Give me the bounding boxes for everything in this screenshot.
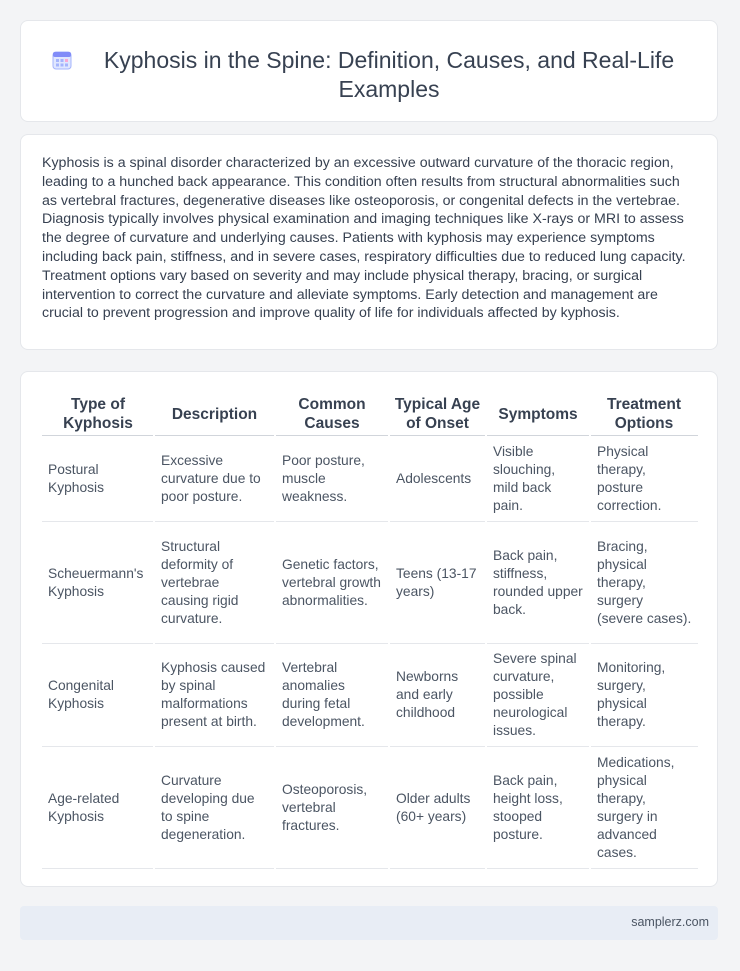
- cell-age-onset: Adolescents: [389, 436, 486, 522]
- header-age-onset: Typical Age of Onset: [389, 393, 486, 436]
- cell-age-onset: Teens (13-17 years): [389, 522, 486, 644]
- cell-treatment: Physical therapy, posture correction.: [590, 436, 698, 522]
- kyphosis-table: [42, 393, 698, 869]
- cell-causes: Vertebral anomalies during fetal development.: [275, 644, 389, 747]
- description-card: [20, 134, 718, 350]
- cell-causes: Poor posture, muscle weakness.: [275, 436, 389, 522]
- cell-type: Congenital Kyphosis: [42, 644, 154, 747]
- header-treatment: Treatment Options: [590, 393, 698, 436]
- cell-symptoms: Visible slouching, mild back pain.: [486, 436, 590, 522]
- cell-symptoms: Back pain, height loss, stooped posture.: [486, 747, 590, 869]
- header-symptoms: Symptoms: [486, 393, 590, 436]
- cell-causes: Genetic factors, vertebral growth abnormalities.: [275, 522, 389, 644]
- cell-description: Structural deformity of vertebrae causing rigid curvature.: [154, 522, 275, 644]
- cell-treatment: Medications, physical therapy, surgery in advanced cases.: [590, 747, 698, 869]
- footer: [20, 906, 718, 940]
- table-header-row: [42, 393, 698, 436]
- cell-causes: Osteoporosis, vertebral fractures.: [275, 747, 389, 869]
- header-type: Type of Kyphosis: [42, 393, 154, 436]
- footer-site-link[interactable]: samplerz.com: [631, 915, 709, 929]
- table-row: [42, 747, 698, 869]
- header-description: Description: [154, 393, 275, 436]
- cell-symptoms: Back pain, stiffness, rounded upper back.: [486, 522, 590, 644]
- table-card: [20, 371, 718, 887]
- title-card: [20, 20, 718, 122]
- cell-age-onset: Older adults (60+ years): [389, 747, 486, 869]
- cell-type: Age-related Kyphosis: [42, 747, 154, 869]
- cell-description: Curvature developing due to spine degeneration.: [154, 747, 275, 869]
- cell-treatment: Monitoring, surgery, physical therapy.: [590, 644, 698, 747]
- cell-treatment: Bracing, physical therapy, surgery (severe cases).: [590, 522, 698, 644]
- cell-symptoms: Severe spinal curvature, possible neurological issues.: [486, 644, 590, 747]
- page-title: Kyphosis in the Spine: Definition, Causes, and Real-Life Examples: [103, 47, 675, 102]
- cell-description: Kyphosis caused by spinal malformations present at birth.: [154, 644, 275, 747]
- calendar-icon: [51, 49, 73, 71]
- header-causes: Common Causes: [275, 393, 389, 436]
- description-text: Kyphosis is a spinal disorder characterized by an excessive outward curvature of the thoracic region, leading to a hunched back appearance. This condition often results from structural abnormalities such as vertebral fractures, degenerative diseases like osteoporosis, or congenital defects in the vertebrae. Diagnosis typically involves physical examination and imaging techniques like X-rays or MRI to assess the degree of curvature and underlying causes. Patients with kyphosis may experience symptoms including back pain, stiffness, and in severe cases, respiratory difficulties due to reduced lung capacity. Treatment options vary based on severity and may include physical therapy, bracing, or surgical intervention to correct the curvature and alleviate symptoms. Early detection and management are crucial to prevent progression and improve quality of life for individuals affected by kyphosis.: [42, 155, 686, 322]
- table-row: [42, 644, 698, 747]
- cell-type: Postural Kyphosis: [42, 436, 154, 522]
- cell-type: Scheuermann's Kyphosis: [42, 522, 154, 644]
- cell-description: Excessive curvature due to poor posture.: [154, 436, 275, 522]
- table-row: [42, 522, 698, 644]
- cell-age-onset: Newborns and early childhood: [389, 644, 486, 747]
- table-row: [42, 436, 698, 522]
